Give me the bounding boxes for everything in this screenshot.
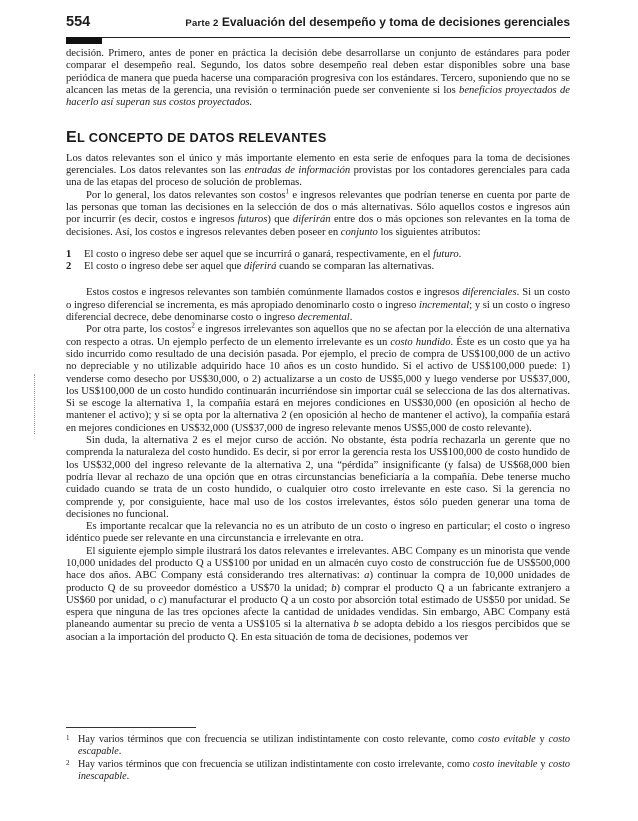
paragraph-1: Los datos relevantes son el único y más importante elemento en esta serie de enfoques para la toma de decisiones gerenciales. Los datos relevantes son las entradas de información provistas por los contadores gerenciales para cada una de las etapas del proceso de solución de problemas.	[66, 152, 570, 189]
part-title: Evaluación del desempeño y toma de decisiones gerenciales	[221, 15, 570, 29]
footnote-rule	[66, 727, 196, 728]
header-rule-block	[66, 37, 102, 44]
section-heading: EL CONCEPTO DE DATOS RELEVANTES	[66, 129, 327, 147]
footnotes	[66, 734, 570, 784]
intro-paragraph: decisión. Primero, antes de poner en práctica la decisión debe desarrollarse un conjunto de estándares para poder comparar el desempeño real. Segundo, los datos sobre desempeño real deben estar disponibles sobre una base periódica de manera que pueda hacerse una comparación progresiva con los estándares. Tercero, suponiendo que no se alcancen las metas de la gerencia, una revisión o terminación puede ser conveniente si los beneficios proyectados de hacerlo así superan sus costos proyectados.	[66, 48, 570, 109]
paragraph-6: Es importante recalcar que la relevancia no es un atributo de un costo o ingreso en particular; el costo o ingreso idéntico puede ser relevante en una circunstancia e irrelevante en otra.	[66, 521, 570, 545]
margin-dots	[34, 374, 37, 434]
part-label: Parte 2	[185, 18, 219, 29]
list-item: 2 El costo o ingreso debe ser aquel que diferirá cuando se comparan las alternativas.	[66, 261, 435, 273]
running-header-title	[185, 15, 570, 29]
running-header	[66, 14, 570, 32]
paragraph-4: Por otra parte, los costos$^2$ e ingresos irrelevantes son aquellos que no se afectan por la elección de una alternativa con respecto a otras. Un ejemplo perfecto de un elemento irrelevante es un costo hundido. Éste es un costo que ya ha sido incurrido como resultado de una decisión pasada. Por ejemplo, el precio de compra de US$100,000 de un activo no depreciable y no utilizable adquirido hace 10 años es un costo hundido. Si el activo de US$100,000 puede: 1) venderse como desecho por US$30,000, o 2) actualizarse a un costo de US$5,000 y luego venderse por US$37,000, los US$100,000 de un costo hundido continuarán incurriéndose sin importar cuál se selecciona de las dos alternativas. Si se escoge la alternativa 1, la compañía estará en mejores condiciones en US$30,000 (en oposición al hecho de mantener el activo); y si se opta por la alternativa 2 (en oposición al hecho de mantener el activo), la compañía estará en mejores condiciones en US$32,000 (US$37,000 de ingreso relevante menos US$5,000 de costo relevante).	[66, 321, 570, 434]
paragraph-5: Sin duda, la alternativa 2 es el mejor curso de acción. No obstante, ésta podría rechazarla un gerente que no comprenda la naturaleza del costo hundido. Es decir, si por error la gerencia resta los US$100,000 de costo hundido de los US$32,000 del ingreso relevante de la alternativa 2, una “pérdida” insignificante (y falsa) de US$68,000 bien podría llevar al rechazo de una opción que en otras circunstancias beneficiaría a la compañía. Debe tenerse mucho cuidado cuando se trata de un costo hundido, o cualquier otro costo irrelevante en este caso. Si la gerencia no comprende y, por consiguiente, hace mal uso de los costos irrelevantes, éstos sólo pueden generar una toma de decisiones no funcional.	[66, 435, 570, 520]
header-rule	[66, 37, 570, 38]
paragraph-2: Por lo general, los datos relevantes son costos$^1$ e ingresos relevantes que podrían tenerse en cuenta por parte de las personas que toman las decisiones en la selección de dos o más alternativas. Sólo aquellos costos e ingresos aún por incurrir (es decir, costos e ingresos futuros) que diferirán entre dos o más opciones son relevantes en la toma de decisiones. Así, los costos e ingresos relevantes deben poseer en conjunto los siguientes atributos:	[66, 187, 570, 238]
footnote: 1 Hay varios términos que con frecuencia se utilizan indistintamente con costo relevante, como costo evitable y costo escapable.	[66, 734, 571, 757]
footnote: 2 Hay varios términos que con frecuencia se utilizan indistintamente con costo irrelevante, como costo inevitable y costo inescapable.	[66, 759, 570, 782]
paragraph-3: Estos costos e ingresos relevantes son también comúnmente llamados costos e ingresos diferenciales. Si un costo o ingreso diferencial se incrementa, es más apropiado denominarlo costo o ingreso incremental; y si un costo o ingreso diferencial decrece, debe denominarse costo o ingreso decremental.	[66, 287, 570, 324]
page-body	[66, 48, 570, 644]
paragraph-7: El siguiente ejemplo simple ilustrará los datos relevantes e irrelevantes. ABC Company es un minorista que vende 10,000 unidades del producto Q a US$100 por unidad en un almacén cuyo costo de construcción fue de US$500,000 hace dos años. ABC Company está considerando tres alternativas: a) continuar la compra de 10,000 unidades de producto Q de su proveedor doméstico a US$70 la unidad; b) comprar el producto Q a un fabricante extranjero a US$60 por unidad, o c) manufacturar el producto Q a un costo por absorción total estimado de US$50 por unidad. Se espera que ninguna de las tres opciones afecte la cantidad de unidades vendidas. Sin embargo, ABC Company está planeando aumentar su precio de venta a US$105 si la alternativa b se adopta debido a los riesgos percibidos que se asocian a la importación del producto Q. En esta situación de toma de decisiones, podemos ver	[66, 545, 570, 643]
list-item: 1 El costo o ingreso debe ser aquel que se incurrirá o ganará, respectivamente, en el futuro.	[66, 248, 462, 260]
page-number: 554	[66, 14, 91, 30]
attributes-list	[66, 249, 570, 274]
